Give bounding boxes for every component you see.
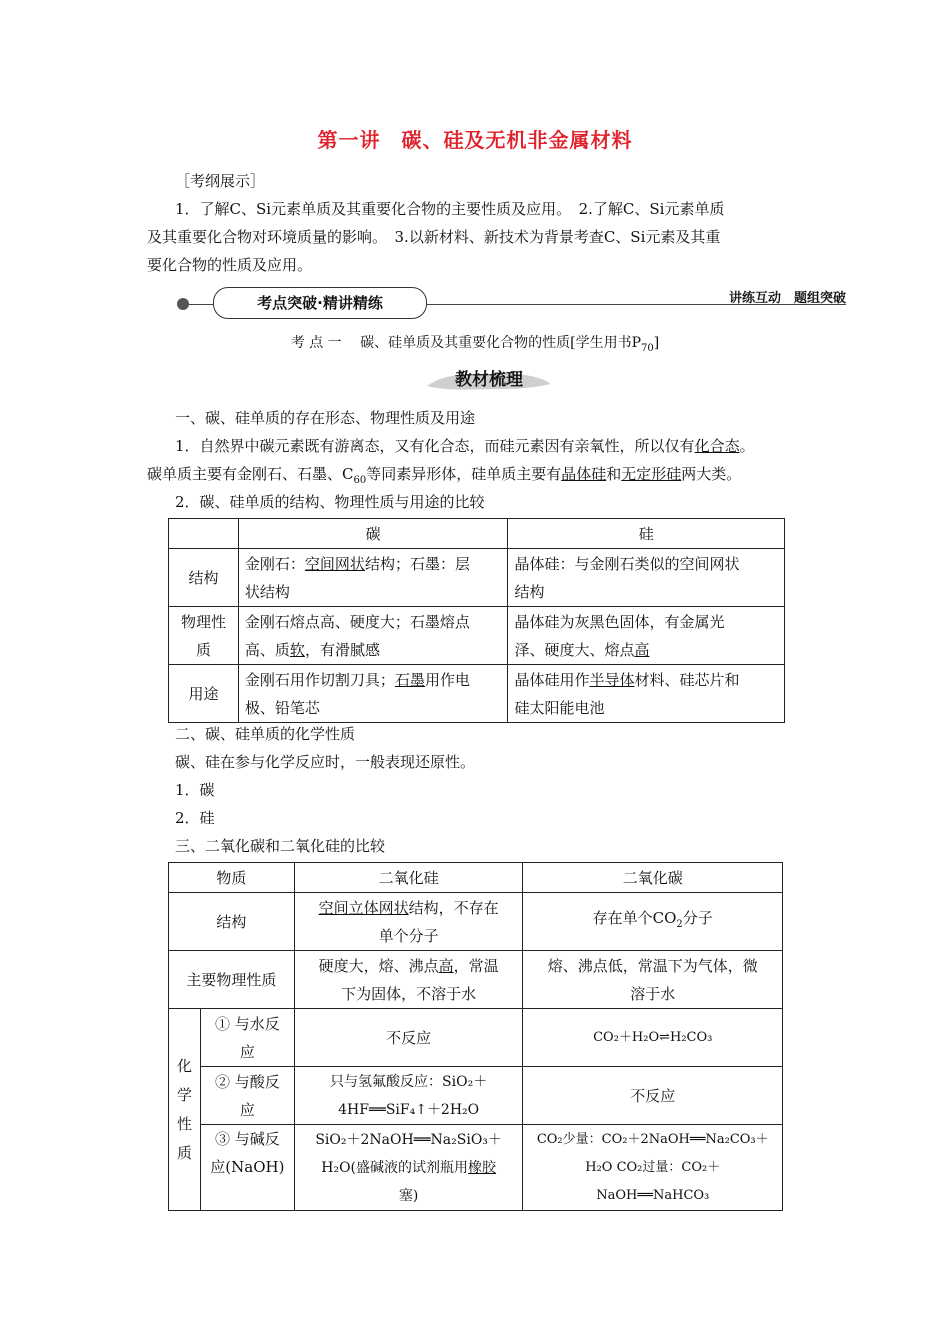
cell-co2-water: CO₂＋H₂O⇌H₂CO₃ [523,1009,783,1067]
table-row [169,1067,783,1125]
s1-paragraph-2: 碳单质主要有金刚石、石墨、$C_{60}$等同素异形体，硅单质主要有晶体硅和无定形硅两大类。 [147,465,742,486]
kaodian-heading: 考 点 一 碳、硅单质及其重要化合物的性质[学生用书$P_{70}$] [290,335,660,354]
cell-silicon-physical: 晶体硅为灰黑色固体，有金属光 泽、硬度大、熔点高 [508,607,785,665]
cell-co2-acid: 不反应 [523,1067,783,1125]
cell-silicon-structure: 晶体硅：与金刚石类似的空间网状 结构 [508,549,785,607]
row-label-physical: 物理性 质 [169,607,239,665]
table-row [169,519,785,549]
row-label-water: ① 与水反 应 [200,1009,294,1067]
s3-heading: 三、二氧化碳和二氧化硅的比较 [175,837,386,855]
cell-carbon-structure: 金刚石：空间网状结构；石墨：层 状结构 [238,549,508,607]
table-row [169,1125,783,1211]
table-row [169,1009,783,1067]
s2-heading: 二、碳、硅单质的化学性质 [175,725,356,743]
table-row [169,951,783,1009]
kaogang-line-1: 1．了解C、Si元素单质及其重要化合物的主要性质及应用。 2.了解C、Si元素单质 [175,200,725,218]
table-row [169,607,785,665]
table-co2-sio2 [168,862,783,1211]
cell-silicon-usage: 晶体硅用作半导体材料、硅芯片和 硅太阳能电池 [508,665,785,723]
table-header-carbon: 碳 [238,519,508,549]
table-header-co2: 二氧化碳 [523,863,783,893]
section-tag: 考点突破·精讲精练 [213,287,427,319]
row-label-base: ③ 与碱反 应(NaOH) [200,1125,294,1211]
s1-paragraph-1: 1．自然界中碳元素既有游离态，又有化合态，而硅元素因有亲氧性，所以仅有化合态。 [175,437,755,455]
cell-co2-structure: 存在单个$CO_2$分子 [523,893,783,951]
row-label-physical: 主要物理性质 [169,951,295,1009]
cell-carbon-usage: 金刚石用作切割刀具；石墨用作电 极、铅笔芯 [238,665,508,723]
row-label-structure: 结构 [169,549,239,607]
table-row [169,549,785,607]
table-header-sio2: 二氧化硅 [294,863,523,893]
section-tag-right: 讲练互动 题组突破 [728,291,846,306]
s1-paragraph-3: 2．碳、硅单质的结构、物理性质与用途的比较 [175,493,485,511]
table-row [169,863,783,893]
banner-text: 教材梳理 [455,370,523,390]
bullet-dot-icon [177,298,189,310]
cell-sio2-base: SiO₂＋2NaOH══Na₂SiO₃＋ H₂O(盛碱液的试剂瓶用橡胶 塞) [294,1125,523,1211]
kaogang-line-3: 要化合物的性质及应用。 [147,256,313,274]
s1-heading: 一、碳、硅单质的存在形态、物理性质及用途 [175,409,476,427]
row-label-chemical: 化 学 性 质 [169,1009,201,1211]
table-row [169,665,785,723]
cell-co2-physical: 熔、沸点低，常温下为气体，微 溶于水 [523,951,783,1009]
cell-carbon-physical: 金刚石熔点高、硬度大；石墨熔点 高、质软，有滑腻感 [238,607,508,665]
s2-item-carbon: 1．碳 [175,781,215,799]
table-carbon-silicon [168,518,785,723]
row-label-acid: ② 与酸反 应 [200,1067,294,1125]
s2-item-silicon: 2．硅 [175,809,215,827]
cell-sio2-water: 不反应 [294,1009,523,1067]
cell-sio2-structure: 空间立体网状结构，不存在 单个分子 [294,893,523,951]
table-header-silicon: 硅 [508,519,785,549]
page-title: 第一讲 碳、硅及无机非金属材料 [317,128,633,152]
table-header-substance: 物质 [169,863,295,893]
row-label-usage: 用途 [169,665,239,723]
kaogang-label: ［考纲展示］ [175,172,266,190]
cell-sio2-acid: 只与氢氟酸反应：SiO₂＋ 4HF══SiF₄↑＋2H₂O [294,1067,523,1125]
table-row [169,893,783,951]
cell-co2-base: CO₂少量：CO₂＋2NaOH══Na₂CO₃＋ H₂O CO₂过量：CO₂＋ NaOH══NaHCO₃ [523,1125,783,1211]
banner-brush-icon [425,364,553,394]
cell-sio2-physical: 硬度大，熔、沸点高，常温 下为固体，不溶于水 [294,951,523,1009]
row-label-structure: 结构 [169,893,295,951]
kaogang-line-2: 及其重要化合物对环境质量的影响。 3.以新材料、新技术为背景考查C、Si元素及其重 [147,228,721,246]
s2-intro: 碳、硅在参与化学反应时，一般表现还原性。 [175,753,476,771]
